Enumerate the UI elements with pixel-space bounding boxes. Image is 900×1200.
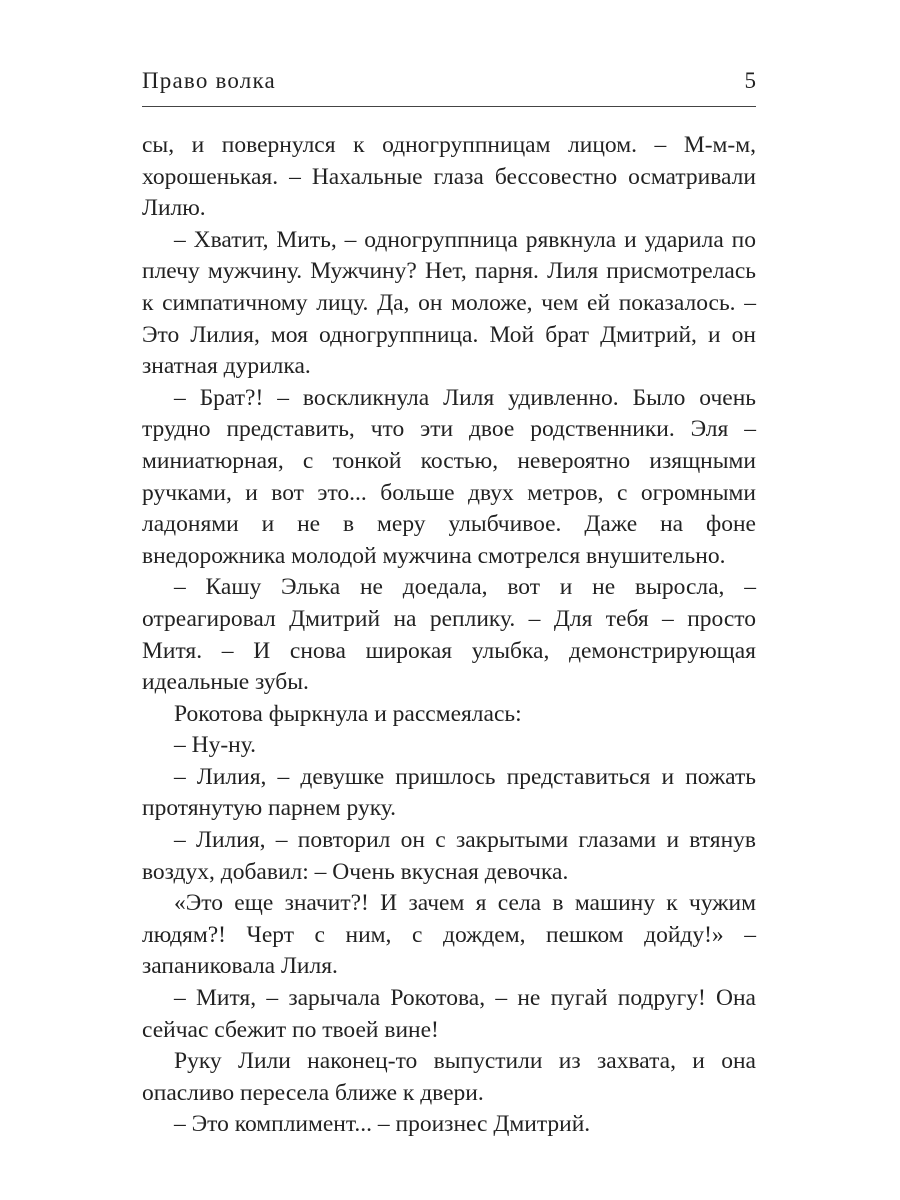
book-title: Право волка [142, 68, 276, 93]
paragraph: Руку Лили наконец-то выпустили из захвата, и она опасливо пересела ближе к двери. [142, 1048, 756, 1106]
paragraph: – Лилия, – повторил он с закрытыми глазами и втянув воздух, добавил: – Очень вкусная девочка. [142, 827, 756, 885]
paragraph: – Ну-ну. [174, 732, 257, 759]
paragraph: – Брат?! – воскликнула Лиля удивленно. Было очень трудно представить, что эти двое родственники. Эля – миниатюрная, с тонкой костью, невероятно изящными ручками, и вот это... больше двух метров, с огромными ладонями и не в меру улыбчивое. Даже на фоне внедорожника молодой мужчина смотрелся внушительно. [142, 384, 756, 569]
header-divider [142, 106, 756, 107]
paragraph-continuation: сы, и повернулся к одногруппницам лицом. – М-м-м, хорошенькая. – Нахальные глаза бессовестно осматривали Лилю. [142, 132, 756, 222]
paragraph: – Кашу Элька не доедала, вот и не выросла, – отреагировал Дмитрий на реплику. – Для тебя – просто Митя. – И снова широкая улыбка, демонстрирующая идеальные зубы. [142, 574, 756, 696]
body-text [142, 130, 756, 1141]
paragraph: – Хватит, Мить, – одногруппница рявкнула и ударила по плечу мужчину. Мужчину? Нет, парня. Лиля присмотрелась к симпатичному лицу. Да, он моложе, чем ей показалось. – Это Лилия, моя одногруппница. Мой брат Дмитрий, и он знатная дурилка. [142, 226, 756, 380]
paragraph: «Это еще значит?! И зачем я села в машину к чужим людям?! Черт с ним, с дождем, пешком дойду!» – запаниковала Лиля. [142, 890, 756, 980]
page-number: 5 [744, 68, 756, 93]
paragraph: – Митя, – зарычала Рокотова, – не пугай подругу! Она сейчас сбежит по твоей вине! [142, 985, 756, 1043]
paragraph: – Это комплимент... – произнес Дмитрий. [174, 1111, 591, 1138]
running-header [142, 64, 756, 104]
paragraph: – Лилия, – девушке пришлось представиться и пожать протянутую парнем руку. [142, 763, 756, 822]
paragraph: Рокотова фыркнула и рассмеялась: [174, 700, 522, 727]
